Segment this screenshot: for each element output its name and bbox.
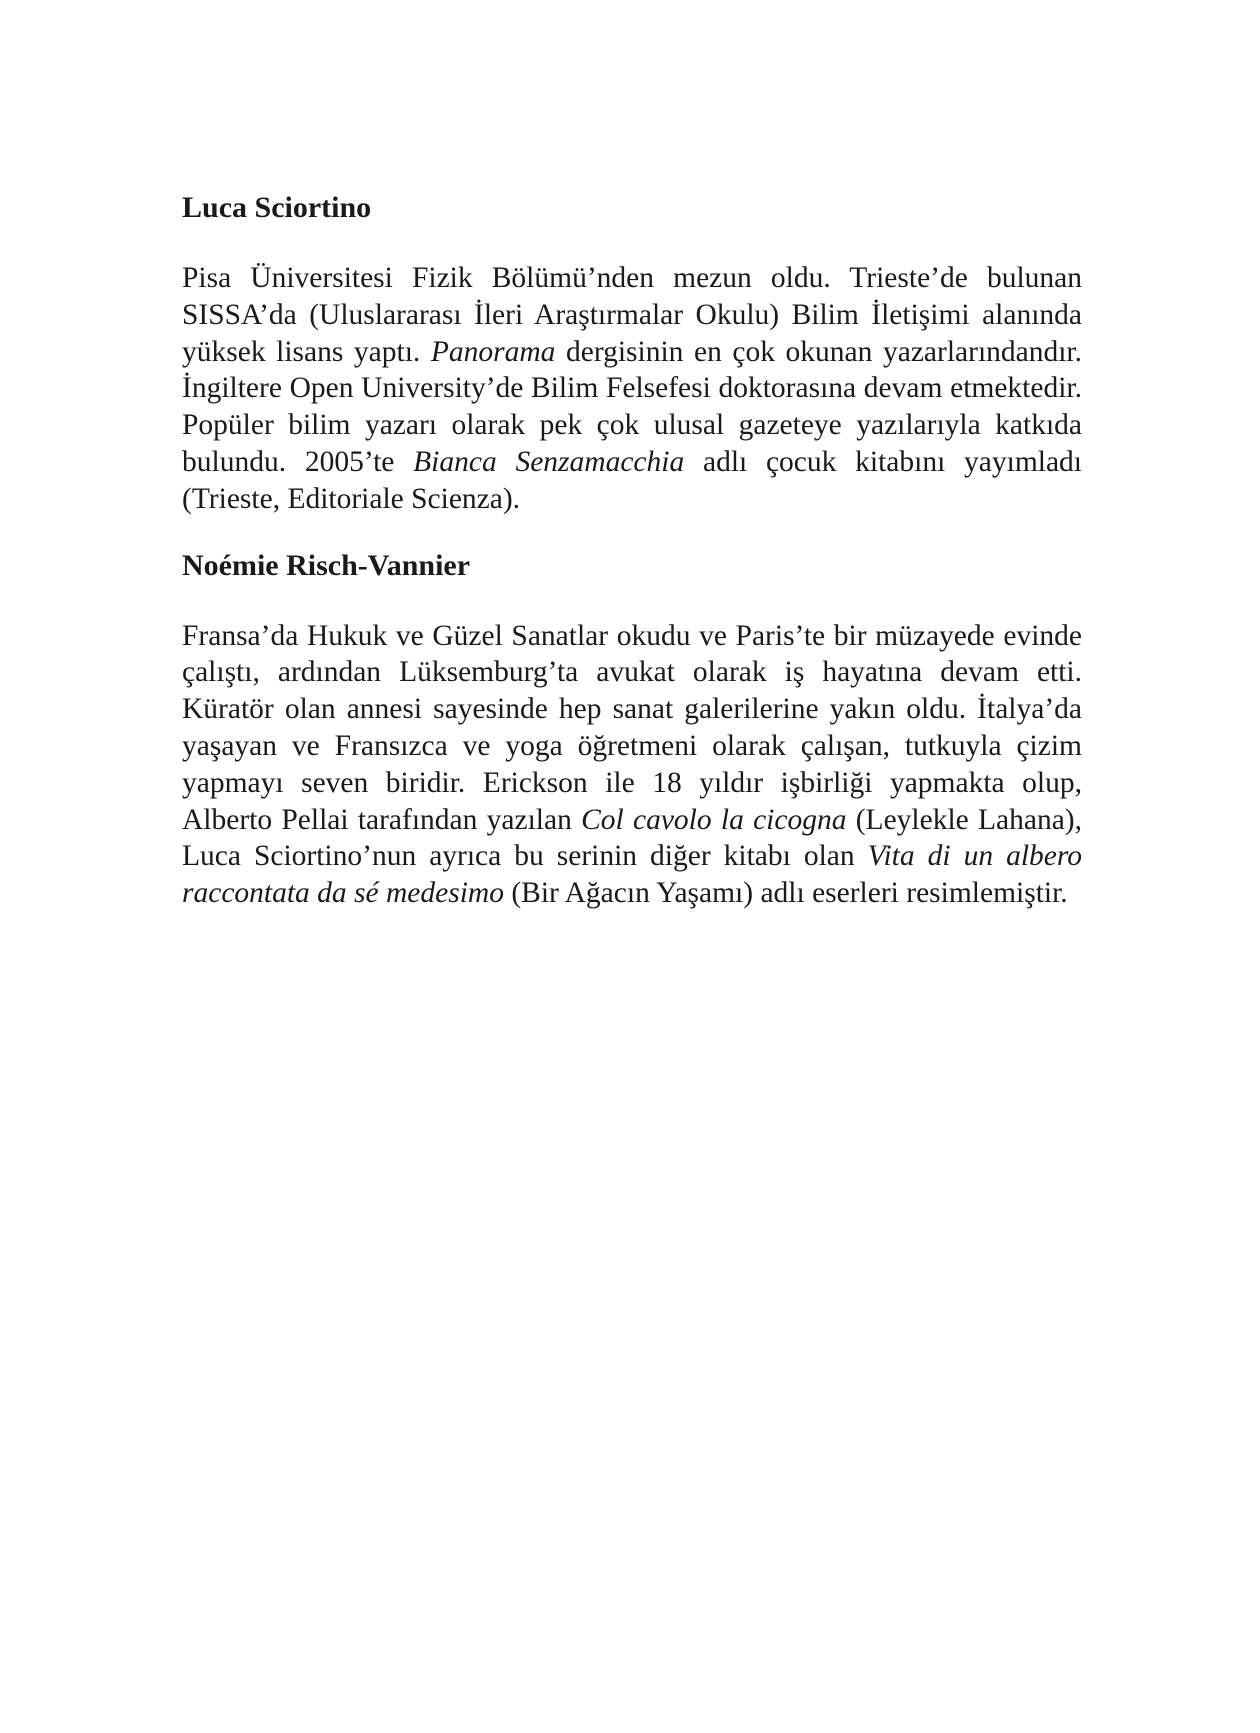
author-bio-2 [182,618,1082,912]
bio-1-segment-1-italic: Panorama [430,335,556,368]
bio-2-segment-1-italic: Col cavolo la cicogna [581,803,847,836]
bio-1-segment-4: adlı çocuk kitabını yayımladı (Trieste, Editoriale Scienza). [182,445,1082,515]
document-page [182,190,1082,912]
bio-2-segment-4: (Bir Ağacın Yaşamı) adlı eserleri resimlemiştir. [503,877,1068,910]
author-bio-1 [182,260,1082,518]
author-name-2: Noémie Risch-Vannier [182,548,471,582]
author-name-1: Luca Sciortino [182,191,372,224]
bio-2-segment-0: Fransa’da Hukuk ve Güzel Sanatlar okudu ve Paris’te bir müzayede evinde çalıştı, ardından Lüksemburg’ta avukat olarak iş hayatına devam etti. Küratör olan annesi sayesinde hep sanat galerilerine yakın oldu. İtalya’da yaşayan ve Fransızca ve yoga öğretmeni olarak çalışan, tutkuyla çizim yapmayı seven biridir. Erickson ile 18 yıldır işbirliği yapmakta olup, Alberto Pellai tarafından yazılan [182,619,1082,836]
bio-2-segment-2: (Leylekle Lahana), Luca Sciortino’nun ayrıca bu serinin diğer kitabı olan [182,803,1083,873]
bio-1-segment-0: Pisa Üniversitesi Fizik Bölümü’nden mezun oldu. Trieste’de bulunan SISSA’da (Uluslararası İleri Araştırmalar Okulu) Bilim İletişimi alanında yüksek lisans yaptı. [182,262,1082,368]
bio-2-segment-3-italic: Vita di un albero raccontata da sé medesimo [182,840,1082,910]
bio-1-segment-2: dergisinin en çok okunan yazarlarındandır. İngiltere Open University’de Bilim Felsefesi doktorasına devam etmektedir. Popüler bilim yazarı olarak pek çok ulusal gazeteye yazılarıyla katkıda bulundu. 2005’te [182,335,1082,478]
bio-1-segment-3-italic: Bianca Senzamacchia [413,445,685,478]
